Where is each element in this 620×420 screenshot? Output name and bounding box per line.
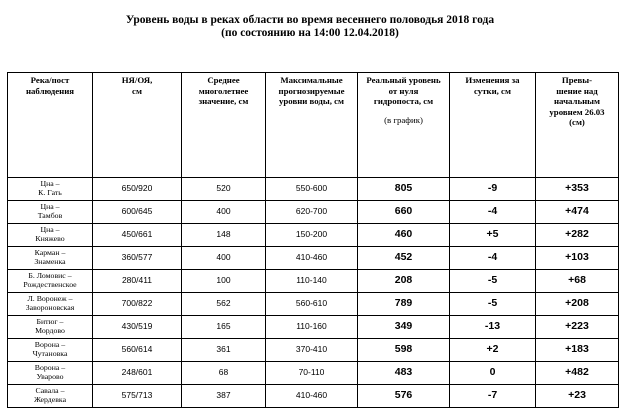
water-level-table [7,72,619,408]
post-name: Знаменка [34,257,66,266]
real-level-cell: 208 [358,270,450,293]
river-name: Ворона – [34,340,66,350]
average-cell: 400 [182,201,266,224]
real-level-cell: 452 [358,247,450,270]
daily-change-cell: -9 [450,178,536,201]
average-cell: 520 [182,178,266,201]
nya-oya-cell: 700/822 [93,293,182,316]
table-header-row [8,73,619,178]
river-post-cell [8,178,93,201]
excess-cell: +482 [536,362,619,385]
post-name: Жердевка [33,395,67,404]
daily-change-cell: -7 [450,385,536,408]
document-title: Уровень воды в реках области во время весеннего половодья 2018 года [125,14,495,26]
nya-oya-cell: 450/661 [93,224,182,247]
header-river-post: Река/пост наблюдения [8,73,93,178]
average-cell: 387 [182,385,266,408]
excess-cell: +223 [536,316,619,339]
post-name: К. Гать [38,188,62,197]
nya-oya-cell: 248/601 [93,362,182,385]
nya-oya-cell: 600/645 [93,201,182,224]
average-cell: 68 [182,362,266,385]
forecast-cell: 560-610 [266,293,358,316]
forecast-cell: 410-460 [266,247,358,270]
real-level-cell: 460 [358,224,450,247]
excess-cell: +103 [536,247,619,270]
table-row [8,362,619,385]
nya-oya-cell: 430/519 [93,316,182,339]
real-level-cell: 483 [358,362,450,385]
header-note: (в график) [384,114,423,125]
table-body [8,178,619,408]
daily-change-cell: -4 [450,247,536,270]
header-nya-oya: НЯ/ОЯ, см [93,73,182,178]
real-level-cell: 805 [358,178,450,201]
post-name: Уварово [36,372,64,381]
excess-cell: +68 [536,270,619,293]
forecast-cell: 110-160 [266,316,358,339]
excess-cell: +353 [536,178,619,201]
river-name: Цна – [40,202,60,212]
real-level-cell: 598 [358,339,450,362]
river-name: Цна – [40,225,60,235]
table-row [8,293,619,316]
river-post-cell [8,270,93,293]
excess-cell: +282 [536,224,619,247]
average-cell: 361 [182,339,266,362]
average-cell: 148 [182,224,266,247]
river-post-cell [8,339,93,362]
forecast-cell: 620-700 [266,201,358,224]
daily-change-cell: -4 [450,201,536,224]
post-name: Мордово [35,326,65,335]
header-daily-change: Изменения за сутки, см [450,73,536,178]
header-excess: Превы- шение над начальным уровнем 26.03 (см) [536,73,619,178]
header-average: Среднее многолетнее значение, см [182,73,266,178]
average-cell: 165 [182,316,266,339]
forecast-cell: 150-200 [266,224,358,247]
nya-oya-cell: 360/577 [93,247,182,270]
document-subtitle: (по состоянию на 14:00 12.04.2018) [221,27,399,39]
table-row [8,385,619,408]
river-post-cell [8,362,93,385]
river-post-cell [8,201,93,224]
average-cell: 562 [182,293,266,316]
table-row [8,270,619,293]
post-name: Тамбов [37,211,63,220]
nya-oya-cell: 560/614 [93,339,182,362]
river-name: Битюг – [36,317,64,327]
river-post-cell [8,293,93,316]
real-level-cell: 660 [358,201,450,224]
header-max-forecast: Максимальные прогнозируемые уровни воды, см [266,73,358,178]
post-name: Рождественское [23,280,77,289]
forecast-cell: 370-410 [266,339,358,362]
river-name: Б. Ломовис – [28,271,72,281]
forecast-cell: 70-110 [266,362,358,385]
table-row [8,178,619,201]
river-name: Цна – [40,179,60,189]
average-cell: 100 [182,270,266,293]
river-post-cell [8,224,93,247]
table-row [8,339,619,362]
daily-change-cell: +2 [450,339,536,362]
daily-change-cell: -13 [450,316,536,339]
real-level-cell: 349 [358,316,450,339]
forecast-cell: 110-140 [266,270,358,293]
header-real-level: Реальный уровень от нуля гидропоста, см (в график) [358,73,450,178]
river-post-cell [8,316,93,339]
post-name: Чутановка [32,349,68,358]
river-name: Савала – [35,386,65,396]
forecast-cell: 550-600 [266,178,358,201]
table-row [8,224,619,247]
excess-cell: +23 [536,385,619,408]
river-post-cell [8,247,93,270]
river-post-cell [8,385,93,408]
daily-change-cell: +5 [450,224,536,247]
river-name: Ворона – [34,363,66,373]
excess-cell: +474 [536,201,619,224]
table-row [8,247,619,270]
table-row [8,316,619,339]
daily-change-cell: 0 [450,362,536,385]
river-name: Л. Воронеж – [27,294,73,304]
river-name: Карман – [34,248,66,258]
post-name: Княжево [35,234,65,243]
real-level-cell: 789 [358,293,450,316]
daily-change-cell: -5 [450,270,536,293]
nya-oya-cell: 650/920 [93,178,182,201]
average-cell: 400 [182,247,266,270]
nya-oya-cell: 280/411 [93,270,182,293]
daily-change-cell: -5 [450,293,536,316]
table-row [8,201,619,224]
post-name: Завороновская [25,303,75,312]
forecast-cell: 410-460 [266,385,358,408]
nya-oya-cell: 575/713 [93,385,182,408]
excess-cell: +183 [536,339,619,362]
excess-cell: +208 [536,293,619,316]
real-level-cell: 576 [358,385,450,408]
